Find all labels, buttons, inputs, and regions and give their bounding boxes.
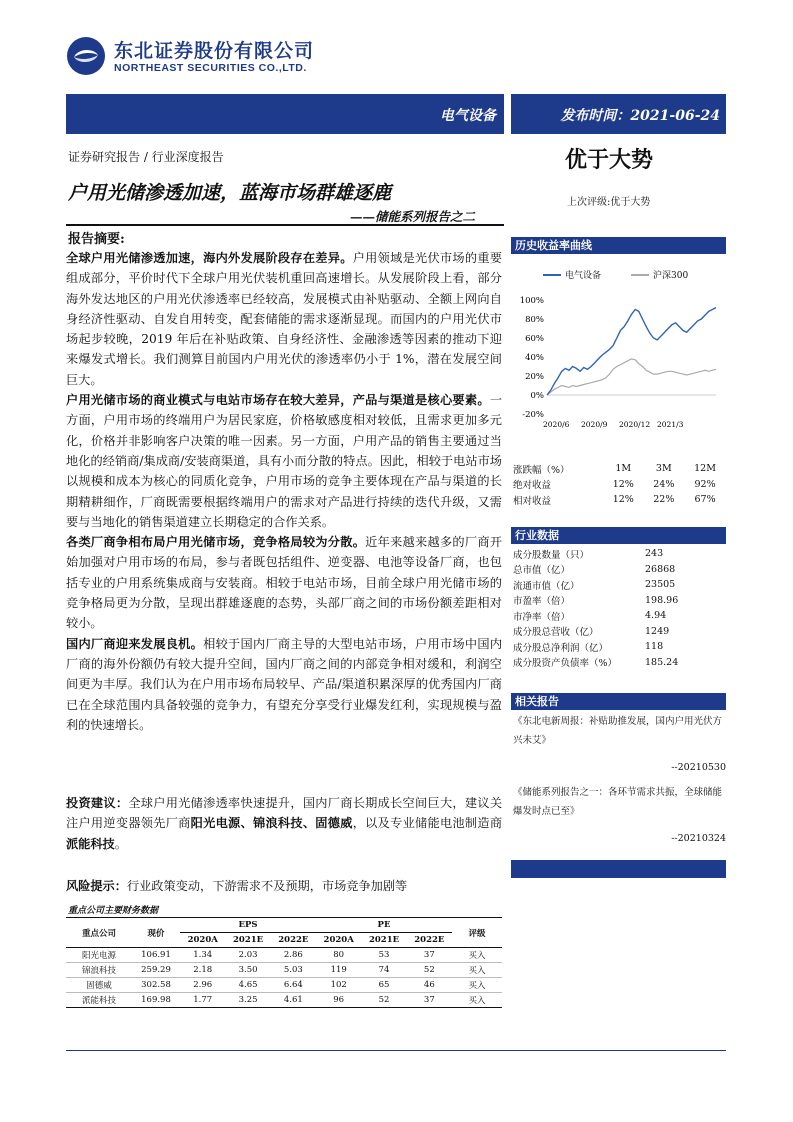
cell: 52 bbox=[378, 995, 390, 1005]
x-tick-label: 2020/9 bbox=[581, 420, 608, 429]
table-row bbox=[66, 978, 502, 993]
related-report-date: --20210324 bbox=[671, 833, 726, 844]
th-rating: 评级 bbox=[452, 918, 502, 948]
cell: 12% bbox=[612, 478, 634, 490]
cell: 259.29 bbox=[141, 965, 171, 975]
cell: 118 bbox=[645, 641, 664, 653]
x-tick-label: 2020/6 bbox=[543, 420, 570, 429]
cell: 5.03 bbox=[283, 965, 303, 975]
performance-table bbox=[513, 461, 726, 508]
summary-label: 报告摘要: bbox=[68, 232, 125, 247]
cell: 1249 bbox=[645, 625, 670, 637]
paragraph-lead: 国内厂商迎来发展良机。 bbox=[66, 636, 204, 651]
cell: 12M bbox=[694, 463, 716, 475]
chart-legend bbox=[511, 268, 726, 282]
y-tick-label: -20% bbox=[522, 410, 544, 420]
cell: 派能科技 bbox=[81, 996, 116, 1006]
cell: 买入 bbox=[468, 981, 486, 991]
y-tick-label: 20% bbox=[525, 372, 544, 382]
th-company: 重点公司 bbox=[66, 918, 132, 948]
company-name-en: NORTHEAST SECURITIES CO.,LTD. bbox=[114, 62, 307, 74]
table-row bbox=[513, 608, 726, 624]
paragraph bbox=[66, 390, 502, 532]
paragraph-text: 近年来越来越多的厂商开始加强对户用市场的布局，参与者既包括组件、逆变器、电池等设备厂商，也包括专业的户用系统集成商与安装商。相较于电站市场，目前全球户用光储市场的竞争格局更为分散，呈现出群雄逐鹿的态势，头部厂商之间的市场份额差距相对较小。 bbox=[66, 535, 503, 631]
legend-swatch-2 bbox=[631, 274, 649, 276]
cell: 12% bbox=[612, 494, 634, 506]
th-pe: PE bbox=[316, 918, 452, 933]
paragraph-text: 相较于国内厂商主导的大型电站市场，户用市场中国内厂商的海外份额仍有较大提升空间，国内厂商之间的内部竞争相对缓和，利润空间更为丰厚。我们认为在户用市场布局较早、产品/渠道积累深厚的优秀国内厂商已在全球范围内具备较强的竞争力，有望充分享受行业爆发红利，实现规模与盈利的快速增长。 bbox=[66, 636, 503, 732]
y-tick-label: 0% bbox=[530, 391, 544, 401]
report-type: 证券研究报告 / 行业深度报告 bbox=[68, 150, 224, 164]
cell: 2.86 bbox=[283, 950, 303, 960]
cell: 买入 bbox=[468, 996, 486, 1006]
th-eps: EPS bbox=[180, 918, 316, 933]
cell: 1.34 bbox=[193, 950, 213, 960]
cell: 302.58 bbox=[141, 980, 171, 990]
paragraph-text: 一方面，户用市场的终端用户为居民家庭，价格敏感度相对较低，且需求更加多元化，价格并非影响客户决策的唯一因素。另一方面，户用产品的销售主要通过当地化的经销商/集成商/安装商渠道，具有小而分散的特点。因此，相较于电站市场以规模和成本为核心的同质化竞争，户用市场的竞争主要体现在产品与渠道的长期精耕细作，厂商既需要根据终端用户的需求对产品进行持续的迭代升级，又需要与当地化的销售渠道建立长期稳定的合作关系。 bbox=[66, 393, 502, 529]
table-row bbox=[513, 577, 726, 593]
report-title: 户用光储渗透加速，蓝海市场群雄逐鹿 bbox=[68, 182, 392, 204]
legend-label-2: 沪深300 bbox=[653, 271, 689, 281]
investment-advice bbox=[66, 793, 502, 854]
x-tick-label: 2020/12 bbox=[619, 420, 651, 429]
cell: 总市值（亿） bbox=[513, 565, 571, 577]
rating: 优于大势 bbox=[565, 147, 654, 173]
table-row bbox=[66, 993, 502, 1008]
sector-label: 电气设备 bbox=[440, 108, 496, 124]
table-row bbox=[513, 546, 726, 562]
cell: 2.03 bbox=[238, 950, 258, 960]
cell: 买入 bbox=[468, 951, 486, 961]
footer-rule bbox=[66, 1050, 726, 1051]
previous-rating: 上次评级:优于大势 bbox=[567, 197, 651, 208]
table-row bbox=[513, 624, 726, 640]
cell: 相对收益 bbox=[513, 495, 552, 507]
invest-text: 全球户用光储渗透率快速提升，国内厂商长期成长空间巨大，建议关注户用逆变器领先厂商 bbox=[66, 796, 503, 831]
logo-icon bbox=[66, 36, 106, 76]
table-row bbox=[513, 655, 726, 671]
cell: 市盈率（倍） bbox=[513, 596, 571, 608]
paragraph-lead: 各类厂商争相布局户用光储市场，竞争格局较为分散。 bbox=[66, 535, 366, 550]
cell: 成分股总净利润（亿） bbox=[513, 642, 609, 654]
cell: 2.96 bbox=[193, 980, 213, 990]
table-row bbox=[513, 593, 726, 609]
industry-section-header: 行业数据 bbox=[511, 527, 726, 544]
series-line-1 bbox=[547, 308, 716, 395]
cell: 106.91 bbox=[141, 950, 171, 960]
title-rule bbox=[66, 224, 504, 226]
risk-warning bbox=[66, 876, 502, 896]
invest-stocks: 派能科技 bbox=[66, 836, 115, 851]
cell: 3.25 bbox=[238, 995, 258, 1005]
legend-label-1: 电气设备 bbox=[565, 271, 602, 281]
y-tick-label: 80% bbox=[525, 315, 544, 325]
cell: 6.64 bbox=[283, 980, 303, 990]
x-tick-label: 2021/3 bbox=[657, 420, 684, 429]
publish-date: 发布时间：2021-06-24 bbox=[560, 108, 720, 124]
related-section-header: 相关报告 bbox=[511, 693, 726, 710]
cell: 1.77 bbox=[193, 995, 213, 1005]
publish-banner bbox=[511, 94, 726, 134]
related-report-link[interactable]: 《储能系列报告之一：各环节需求共振，全球储能爆发时点已至》 bbox=[513, 787, 723, 817]
cell: 65 bbox=[378, 980, 390, 990]
cell: 67% bbox=[694, 494, 716, 506]
paragraph bbox=[66, 634, 502, 735]
th-price: 现价 bbox=[132, 918, 180, 948]
cell: 46 bbox=[423, 980, 435, 990]
invest-text: ，以及专业储能电池制造商 bbox=[352, 816, 503, 831]
y-tick-label: 60% bbox=[525, 334, 544, 344]
series-line-2 bbox=[547, 359, 716, 395]
risk-label: 风险提示： bbox=[66, 879, 127, 893]
table-row bbox=[513, 477, 726, 493]
y-tick-label: 100% bbox=[519, 296, 544, 306]
risk-text: 行业政策变动，下游需求不及预期，市场竞争加剧等 bbox=[126, 879, 408, 893]
y-tick-label: 40% bbox=[525, 353, 544, 363]
cell: 成分股数量（只） bbox=[513, 549, 590, 561]
paragraph bbox=[66, 248, 502, 390]
fin-table-body bbox=[66, 948, 502, 1008]
paragraph-lead: 全球户用光储渗透加速，海内外发展阶段存在差异。 bbox=[66, 251, 353, 265]
cell: 绝对收益 bbox=[513, 480, 552, 492]
cell: 成分股资产负债率（%） bbox=[513, 658, 618, 670]
cell: 37 bbox=[423, 950, 435, 960]
th-year: 2022E bbox=[414, 935, 445, 945]
related-reports bbox=[513, 712, 726, 848]
report-subtitle: ——储能系列报告之二 bbox=[350, 209, 476, 224]
table-row bbox=[66, 948, 502, 963]
chart-section-header: 历史收益率曲线 bbox=[511, 237, 726, 254]
table-row bbox=[513, 639, 726, 655]
table-row bbox=[513, 562, 726, 578]
cell: 169.98 bbox=[141, 995, 171, 1005]
cell: 3M bbox=[655, 463, 672, 475]
cell: 4.94 bbox=[645, 610, 667, 622]
th-year: 2021E bbox=[233, 935, 264, 945]
th-year: 2022E bbox=[278, 935, 309, 945]
invest-label: 投资建议： bbox=[66, 796, 129, 810]
paragraph-lead: 户用光储市场的商业模式与电站市场存在较大差异，产品与渠道是核心要素。 bbox=[66, 393, 490, 408]
legend-swatch-1 bbox=[543, 274, 561, 276]
cell: 23505 bbox=[645, 579, 676, 591]
table-row bbox=[513, 492, 726, 508]
cell: 52 bbox=[423, 965, 435, 975]
cell: 22% bbox=[653, 494, 675, 506]
cell: 成分股总营收（亿） bbox=[513, 627, 599, 639]
table-row bbox=[66, 963, 502, 978]
cell: 买入 bbox=[468, 966, 486, 976]
return-chart bbox=[511, 290, 726, 432]
cell: 市净率（倍） bbox=[513, 611, 571, 623]
summary-body bbox=[66, 248, 502, 735]
cell: 固德威 bbox=[86, 981, 112, 991]
cell: 2.18 bbox=[193, 965, 213, 975]
cell: 243 bbox=[645, 548, 664, 560]
cell: 涨跌幅（%） bbox=[513, 464, 570, 476]
cell: 24% bbox=[653, 478, 675, 490]
financial-table bbox=[66, 917, 502, 1008]
cell: 102 bbox=[330, 980, 347, 990]
cell: 阳光电源 bbox=[81, 951, 116, 961]
fin-table-caption: 重点公司主要财务数据 bbox=[68, 906, 159, 916]
industry-table bbox=[513, 546, 726, 670]
cell: 74 bbox=[378, 965, 390, 975]
cell: 26868 bbox=[645, 563, 676, 575]
related-report-date: --20210530 bbox=[671, 762, 726, 773]
cell: 4.65 bbox=[238, 980, 258, 990]
table-row bbox=[513, 461, 726, 477]
cell: 119 bbox=[330, 965, 347, 975]
cell: 4.61 bbox=[283, 995, 303, 1005]
cell: 198.96 bbox=[645, 594, 679, 606]
paragraph bbox=[66, 532, 502, 633]
cell: 1M bbox=[615, 463, 632, 475]
cell: 92% bbox=[694, 478, 716, 490]
th-year: 2021E bbox=[368, 935, 400, 945]
cell: 37 bbox=[423, 995, 435, 1005]
cell: 3.50 bbox=[238, 965, 258, 975]
sector-banner bbox=[66, 94, 504, 134]
th-year: 2020A bbox=[323, 935, 354, 945]
cell: 96 bbox=[333, 995, 345, 1005]
cell: 锦浪科技 bbox=[81, 966, 116, 976]
related-report-link[interactable]: 《东北电新周报：补贴助推发展，国内户用光伏方兴未艾》 bbox=[513, 716, 723, 746]
cell: 80 bbox=[333, 950, 345, 960]
paragraph-text: 户用领域是光伏市场的重要组成部分，平价时代下全球户用光伏装机重回高速增长。从发展阶段上看，部分海外发达地区的户用光伏渗透率已经较高，发展模式由补贴驱动、全额上网向自身经济性驱动、自发自用转变，配套储能的需求逐渐显现。而国内的户用光伏市场起步较晚，2019 年后在补贴政策、自身经济性、金融渗透等因素的推动下迎来爆发式增长。我们测算目前国内户用光伏的渗透率仍小于 1%，潜在发展空间巨大。 bbox=[66, 251, 503, 387]
cell: 流通市值（亿） bbox=[513, 580, 580, 592]
company-logo bbox=[66, 36, 106, 76]
cell: 185.24 bbox=[645, 656, 679, 668]
right-column-footer-bar bbox=[511, 860, 726, 878]
th-year: 2020A bbox=[187, 935, 218, 945]
company-name-cn: 东北证券股份有限公司 bbox=[114, 40, 315, 62]
cell: 53 bbox=[378, 950, 390, 960]
invest-text: 。 bbox=[114, 836, 127, 851]
invest-stocks: 阳光电源、锦浪科技、固德威 bbox=[190, 816, 353, 831]
